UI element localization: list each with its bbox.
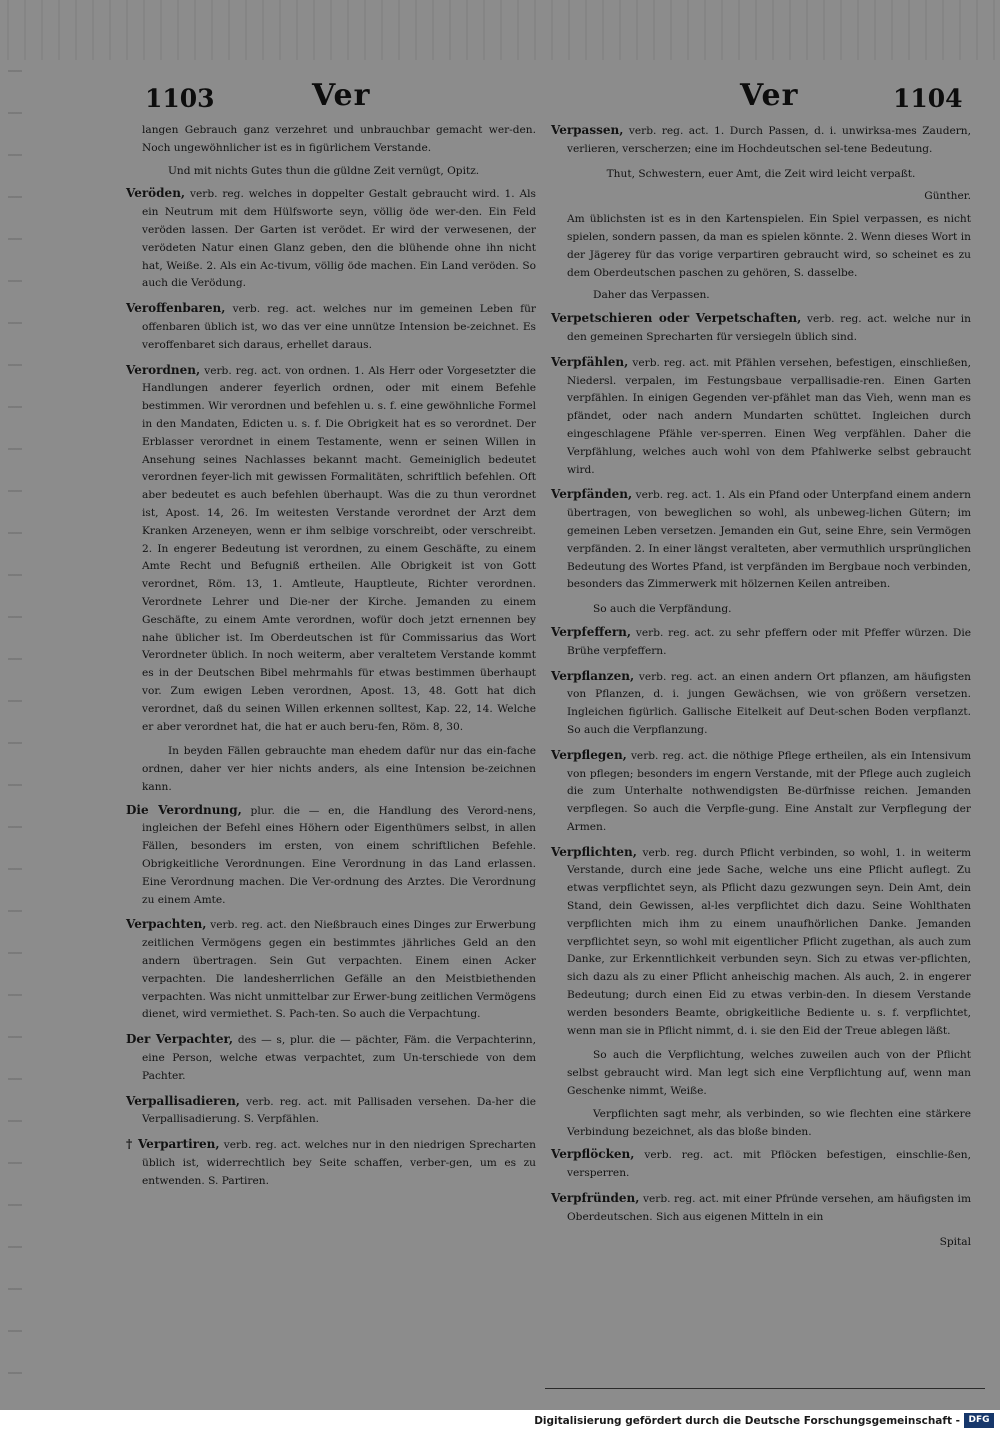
entry-text: verb. reg. act. die nöthige Pflege ertheilen, als ein Intensivum von pflegen; besonders im engern Verstande, mit der Pflege auch zugleich die zum Unterhalte nothwendigsten Be-dürfnisse reichen. Jemanden verpflegen. So auch die Verpfle-gung. Eine Anstalt zur Verpflegung der Armen. <box>567 749 971 833</box>
entry-headword: Verordnen, <box>126 362 201 377</box>
entry-text: verb. reg. act. welches nur in den niedrigen Sprecharten üblich ist, widerrechtlich bey Seite schaffen, verber-gen, um es zu entwenden. S. Partiren. <box>142 1139 536 1187</box>
dictionary-entry <box>126 1031 536 1085</box>
entry-headword: Verpassen, <box>551 123 624 137</box>
entry-text: verb. reg. act. den Nießbrauch eines Dinges zur Erwerbung zeitlichen Vermögens gegen ein bestimmtes jährliches Geld an den andern übertragen. Sein Gut verpachten. Einem einen Acker verpachten. Die landesherrlichen Gefälle an den Meistbiethenden verpachten. Was nicht unmittelbar zur Erwer-bung zeitlichen Vermögens dienet, wird vermiethet. S. Pach-ten. So auch die Verpachtung. <box>142 919 536 1021</box>
entry-text: plur. die — en, die Handlung des Verord-nens, ingleichen der Befehl eines Höhern oder Eigenthümers selbst, in allen Fällen, besonders im ersten, von einem schriftlichen Befehle. Obrigkeitliche Verordnungen. Eine Verordnung in das Land erlassen. Eine Verordnung machen. Die Ver-ordnung des Arztes. Die Verordnung zu einem Amte. <box>142 804 537 906</box>
dictionary-entry <box>551 844 971 1041</box>
paragraph: Verpflichten sagt mehr, als verbinden, so wie flechten eine stärkere Verbindung bezeichnet, als das bloße binden. <box>567 1107 971 1138</box>
entry-headword: Verpflegen, <box>551 747 627 762</box>
dictionary-entry <box>126 362 536 737</box>
entry-headword: Verpetschieren oder Verpetschaften, <box>551 311 802 326</box>
entry-text: des — s, plur. die — pächter, Fäm. die Verpachterinn, eine Person, welche etwas verpachtet, zum Un-terschiede von dem Pachter. <box>142 1034 536 1082</box>
entry-text: verb. reg. act. mit einer Pfründe versehen, am häufigsten im Oberdeutschen. Sich aus eigenen Mitteln in ein <box>567 1193 971 1223</box>
running-head-left: Ver <box>312 78 371 113</box>
entry-text: verb. reg. act. mit Pflöcken befestigen, einschlie-ßen, versperren. <box>567 1149 971 1180</box>
dictionary-entry <box>126 1093 536 1130</box>
paragraph: Und mit nichts Gutes thun die güldne Zeit vernügt, Opitz. <box>168 164 480 177</box>
footer <box>0 1410 1000 1432</box>
bottom-rule <box>545 1388 985 1389</box>
left-column <box>126 122 536 1198</box>
entry-headword: Die Verordnung, <box>126 802 242 817</box>
entry-text: verb. reg. act. welche nur in den gemeinen Sprecharten für versiegeln üblich sind. <box>567 313 971 343</box>
entry-headword: Verpflanzen, <box>551 668 635 683</box>
entry-text: verb. reg. welches in doppelter Gestalt gebraucht wird. 1. Als ein Neutrum mit dem Hülfsworte seyn, völlig öde wer-den. Ein Feld veröden lassen. Der Garten ist verödet. Er wird der verwesenen, der verödeten Natur einen Glanz geben, den die blühende ohne ihn nicht hat, Weiße. 2. Als ein Ac-tivum, völlig öde machen. Ein Land veröden. So auch die Verödung. <box>142 188 536 290</box>
paragraph: Günther. <box>924 190 971 203</box>
dictionary-entry <box>551 1146 971 1183</box>
dictionary-entry <box>551 747 971 837</box>
paragraph: Spital <box>939 1235 971 1248</box>
paragraph: Daher das Verpassen. <box>593 289 710 302</box>
entry-text: verb. reg. act. an einen andern Ort pflanzen, am häufigsten von Pflanzen, d. i. jungen Gewächsen, wie von größern versetzen. Ingleichen figürlich. Gallische Eitelkeit auf Deut-schen Boden verpflanzt. So auch die Verpflanzung. <box>567 670 971 736</box>
entry-headword: Veroffenbaren, <box>126 301 226 316</box>
right-column <box>551 122 971 1256</box>
dictionary-entry <box>126 802 536 910</box>
paragraph: So auch die Verpflichtung, welches zuweilen auch von der Pflicht selbst gebraucht wird. Man legt sich eine Verpflichtung auf, wenn man Geschenke nimmt, Weiße. <box>567 1049 971 1098</box>
page-number-right: 1104 <box>893 84 963 113</box>
running-head-right: Ver <box>740 78 799 113</box>
entry-headword: Der Verpachter, <box>126 1032 234 1047</box>
entry-text: verb. reg. act. 1. Durch Passen, d. i. unwirksa-mes Zaudern, verlieren, verscherzen; eine im Hochdeutschen sel-tene Bedeutung. <box>567 125 971 155</box>
entry-text: verb. reg. durch Pflicht verbinden, so wohl, 1. in weiterm Verstande, durch eine jede Sache, welche uns eine Pflicht auflegt. Zu etwas verpflichtet seyn, als Pflicht dazu gezwungen seyn. Dein Amt, dein Stand, dein Gewissen, al-les verpflichtet dich dazu. Seine Wohlthaten verpflichten mich ihm zu einem unaufhörlichen Danke. Jemanden verpflichtet seyn, so wohl mit eigentlicher Pflicht zugethan, als auch zum Danke, zur Erkenntlichkeit verbunden seyn. Sich zu etwas ver-pflichten, sich dazu als zu einer Pflicht anheischig machen. Als auch, 2. in engerer Bedeutung; durch einen Eid zu etwas verbin-den. In diesem Verstande werden besonders Beamte, obrigkeitliche Bediente u. s. f. verpflichtet, wenn man sie in Pflicht nimmt, d. i. sie den Eid der Treue ablegen läßt. <box>567 846 971 1037</box>
paragraph: Thut, Schwestern, euer Amt, die Zeit wird leicht verpaßt. <box>606 167 916 180</box>
dictionary-entry <box>551 668 971 740</box>
entry-text: verb. reg. act. mit Pallisaden versehen. Da-her die Verpallisadierung. S. Verpfählen. <box>142 1095 536 1126</box>
dictionary-entry <box>126 916 536 1024</box>
entry-text: verb. reg. act. mit Pfählen versehen, befestigen, einschließen, Niedersl. verpalen, im Festungsbaue verpallisadie-ren. Einen Garten verpfählen. In einigen Gegenden ver-pfählet man das Vieh, wenn man es pfändet, oder nach andern Mundarten schüttet. Ingleichen durch eingeschlagene Pfähle ver-sperren. Einen Weg verpfählen. Daher die Verpfählung, welches auch wohl von dem Pfahlwerke selbst gebraucht wird. <box>567 356 971 476</box>
dictionary-entry <box>551 1190 971 1227</box>
entry-headword: Verpfänden, <box>551 487 633 502</box>
entry-headword: Verpflöcken, <box>551 1147 635 1162</box>
paragraph: Am üblichsten ist es in den Kartenspielen. Ein Spiel verpassen, es nicht spielen, sondern passen, da man es spielen könnte. 2. Wenn dieses Wort in der Jägerey für das vorige verpartiren gebraucht wird, so scheinet es zu dem Oberdeutschen paschen zu gehören, S. dasselbe. <box>567 213 971 279</box>
entry-text: verb. reg. act. zu sehr pfeffern oder mit Pfeffer würzen. Die Brühe verpfeffern. <box>567 626 971 657</box>
entry-headword: Verpallisadieren, <box>126 1093 240 1108</box>
scan-edge-noise <box>0 0 1000 60</box>
entry-headword: † Verpartiren, <box>126 1137 220 1152</box>
dictionary-entry <box>551 486 971 594</box>
entry-headword: Verpflichten, <box>551 844 637 859</box>
dictionary-entry <box>551 310 971 347</box>
entry-headword: Verpfründen, <box>551 1191 640 1206</box>
dictionary-entry <box>126 300 536 354</box>
dictionary-entry <box>551 354 971 480</box>
entry-headword: Verpachten, <box>126 917 207 932</box>
dictionary-entry <box>551 624 971 661</box>
entry-headword: Verpfählen, <box>551 354 629 369</box>
entry-headword: Veröden, <box>126 186 186 201</box>
entry-text: verb. reg. act. von ordnen. 1. Als Herr oder Vorgesetzter die Handlungen anderer feyerlich ordnen, oder mit einem Befehle bestimmen. Wir verordnen und befehlen u. s. f. eine gewöhnliche Formel in den Mandaten, Edicten u. s. f. Die Obrigkeit hat es so verordnet. Der Erblasser verordnet in einem Testamente, wenn er seinen Willen in Ansehung seines Nachlasses bekannt macht. Gemeiniglich bedeutet verordnen feyer-lich mit gewissen Formalitäten, schriftlich befehlen. Oft aber bedeutet es auch befehlen überhaupt. Was die zu thun verordnet ist, Apost. 14, 26. Im weitesten Verstande verordnet der Arzt dem Kranken Arzeneyen, wenn er ihm selbige vorschreibt, oder verschreibt. 2. In engerer Bedeutung ist verordnen, zu einem Geschäfte, zu einem Amte Recht und Befugniß ertheilen. Alle Obrigkeit ist von Gott verordnet, Röm. 13, 1. Amtleute, Hauptleute, Richter verordnen. Verordnete Lehrer und Die-ner der Kirche. Jemanden zu einem Geschäfte, zu einem Amte verordnen, wofür doch jetzt ernennen bey nahe üblicher ist. Im Oberdeutschen ist für Commissarius das Wort Verordneter üblich. In noch weiterm, aber veraltetem Verstande kommt es in der Deutschen Bibel mehrmahls für etwas bestimmen überhaupt vor. Zum ewigen Leben verordnen, Apost. 13, 48. Gott hat dich verordnet, daß du seinen Willen erkennen solltest, Kap. 22, 14. Welche er aber verordnet hat, die hat er auch beru-fen, Röm. 8, 30. <box>142 364 536 733</box>
paragraph: langen Gebrauch ganz verzehret und unbrauchbar gemacht wer-den. Noch ungewöhnlicher ist es in figürlichem Verstande. <box>142 124 536 154</box>
dictionary-entry <box>551 122 971 159</box>
entry-headword: Verpfeffern, <box>551 624 632 639</box>
funding-notice: Digitalisierung gefördert durch die Deutsche Forschungsgemeinschaft - <box>534 1415 960 1427</box>
page-header <box>0 78 1000 122</box>
binding-edge <box>8 30 22 1390</box>
dfg-logo: DFG <box>964 1413 994 1428</box>
dictionary-entry <box>126 1136 536 1190</box>
paragraph: So auch die Verpfändung. <box>593 603 732 616</box>
paragraph: In beyden Fällen gebrauchte man ehedem dafür nur das ein-fache ordnen, daher ver hier nichts anders, als eine Intension be-zeichnen kann. <box>142 745 536 793</box>
entry-text: verb. reg. act. welches nur im gemeinen Leben für offenbaren üblich ist, wo das ver eine unnütze Intension be-zeichnet. Es veroffenbaret sich daraus, erhellet daraus. <box>142 303 536 351</box>
page-number-left: 1103 <box>145 84 215 113</box>
dictionary-entry <box>126 185 536 293</box>
entry-text: verb. reg. act. 1. Als ein Pfand oder Unterpfand einem andern übertragen, von beweglichen so wohl, als unbeweg-lichen Gütern; im gemeinen Leben versetzen. Jemanden ein Gut, seine Ehre, sein Vermögen verpfänden. 2. In einer längst veralteten, aber vermuthlich ursprünglichen Bedeutung des Wortes Pfand, ist verpfänden im Bergbaue noch verbinden, besonders das Zimmerwerk mit hölzernen Keilen antreiben. <box>567 489 971 591</box>
